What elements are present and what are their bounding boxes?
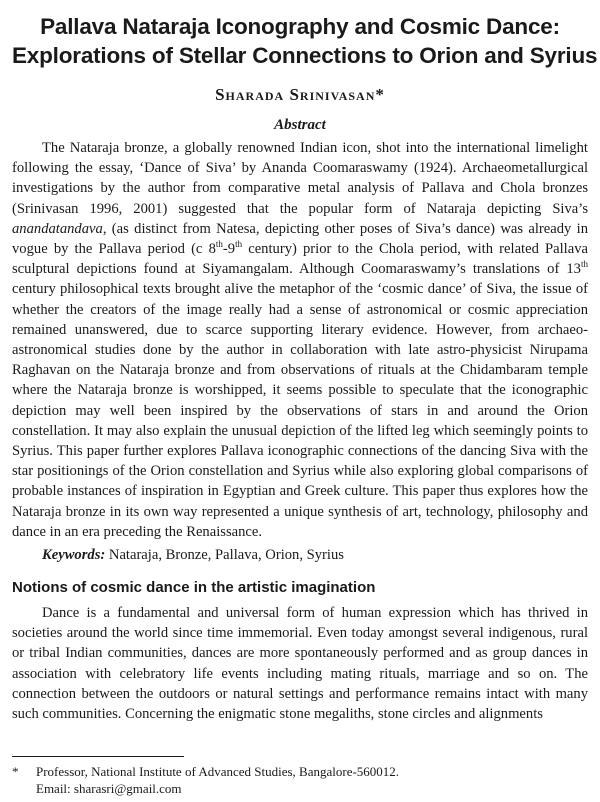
- paper-title-line-2: Explorations of Stellar Connections to Orion and Syrius: [12, 43, 598, 68]
- footnote-line-1: [12, 763, 588, 780]
- abstract-text-part-3: -9: [222, 241, 236, 258]
- footnote-affiliation: Professor, National Institute of Advanced Studies, Bangalore-560012.: [36, 764, 400, 779]
- author-name: Sharada Srinivasan*: [215, 85, 385, 104]
- footnote-mark: *: [12, 764, 19, 779]
- keywords-label: Keywords:: [42, 547, 106, 564]
- section-heading: Notions of cosmic dance in the artistic imagination: [12, 579, 376, 597]
- abstract-text-part-4: century) prior to the Chola period, with related Pallava sculptural depictions found at Siyamangalam. Although Coomaraswamy’s translations of 13: [12, 241, 588, 278]
- abstract-text-part-1: The Nataraja bronze, a globally renowned Indian icon, shot into the international limelight following the essay, ‘Dance of Siva’ by Ananda Coomaraswamy (1924). Archaeometallurgical investigations by the author from comparative metal analysis of Pallava and Chola bronzes (Srinivasan 1996, 2001) suggested that the popular form of Nataraja depicting Siva’s: [12, 140, 588, 217]
- keywords-text: Nataraja, Bronze, Pallava, Orion, Syrius: [105, 547, 344, 564]
- abstract-italic-term: anandatandava: [12, 220, 103, 237]
- paper-title: [12, 12, 598, 70]
- footnote: [12, 763, 588, 797]
- abstract-heading: Abstract: [274, 117, 326, 133]
- superscript-th-2: th: [235, 239, 243, 250]
- superscript-th-1: th: [215, 239, 223, 250]
- abstract-text-part-2: , (as distinct from Natesa, depicting other poses of Siva’s dance) was already in vogue by the Pallava period (c 8: [12, 220, 588, 258]
- footnote-divider: [12, 756, 184, 757]
- abstract-paragraph: [12, 138, 588, 542]
- section-paragraph: Dance is a fundamental and universal form of human expression which has thrived in societies around the world since time immemorial. Even today amongst several indigenous, rural or tribal Indian communities, dances are more spontaneously performed and as group dances in association with celebratory life events including mating rituals, marriage and so on. The connection between the outdoors or natural settings and performance remains intact with many such communities. Concerning the enigmatic stone megaliths, stone circles and alignments: [12, 605, 588, 723]
- paper-title-line-1: Pallava Nataraja Iconography and Cosmic Dance:: [40, 14, 560, 39]
- footnote-email: Email: sharasri@gmail.com: [36, 781, 182, 796]
- abstract-text-part-5: century philosophical texts brought alive the metaphor of the ‘cosmic dance’ of Siva, the issue of whether the creators of the image really had a sense of astronomical or cosmic appreciation remained unanswered, due to scarce supporting literary evidence. However, from archaeo-astronomical studies done by the author in collaboration with late astro-physicist Nirupama Raghavan on the Nataraja bronze and from observations of rituals at the Chidambaram temple where the Nataraja bronze is worshipped, it seems possible to speculate that the iconographic depiction may well been inspired by the observations of stars in and around the Orion constellation. It may also explain the unusual depiction of the lifted leg which seemingly points to Syrius. This paper further explores Pallava iconographic connections of the dancing Siva with the star positionings of the Orion constellation and Syrius while also exploring global comparisons of probable instances of inspiration in Egyptian and Greek culture. This paper thus explores how the Nataraja bronze in its own way represented a unique synthesis of art, technology, philosophy and dance in an era preceding the Renaissance.: [12, 281, 588, 540]
- superscript-th-3: th: [580, 259, 588, 270]
- keywords-line: [42, 545, 588, 565]
